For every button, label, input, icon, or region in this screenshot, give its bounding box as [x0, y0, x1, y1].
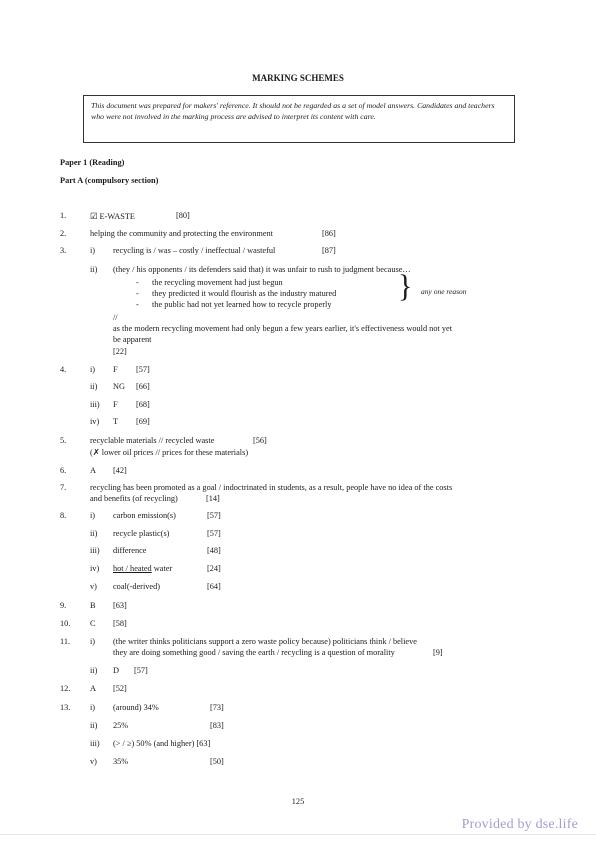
q5-ref: [56] [253, 436, 267, 445]
q8-label: ii) [90, 529, 98, 538]
q8-answer-rest: water [151, 564, 173, 573]
q8-label: iv) [90, 564, 100, 573]
q13-label: i) [90, 703, 96, 712]
paper-heading: Paper 1 (Reading) [60, 158, 125, 167]
q4-answer: T [113, 417, 119, 426]
q8-label: iii) [90, 546, 100, 555]
q10-ref: [58] [113, 619, 127, 628]
q13-label: iii) [90, 739, 100, 748]
q8-label: v) [90, 582, 97, 591]
q4-answer: NG [113, 382, 125, 391]
q8-ref: [57] [207, 511, 221, 520]
q11-i-answer: (the writer thinks politicians support a zero waste policy because) politicians think / believe [113, 637, 417, 646]
q11-ii-answer: D [113, 666, 119, 675]
q12-answer: A [90, 684, 96, 693]
q3-ii-dash: - [136, 278, 139, 287]
q8-ref: [48] [207, 546, 221, 555]
footer-watermark: Provided by dse.life [461, 817, 578, 832]
brace-icon: } [398, 269, 413, 304]
q1-ref: [80] [176, 211, 190, 220]
q7-number: 7. [60, 483, 67, 492]
q13-number: 13. [60, 703, 71, 712]
q3-ii-or: // [113, 313, 118, 322]
q8-answer-underlined: hot / heated [113, 564, 152, 573]
q2-answer: helping the community and protecting the environment [90, 229, 273, 238]
q1-answer: ☑ E-WASTE [90, 212, 135, 221]
page-number: 125 [291, 797, 305, 806]
q2-ref: [86] [322, 229, 336, 238]
disclaimer-box: This document was prepared for makers' reference. It should not be regarded as a set of model answers. Candidates and teachers who were not involved in the marking process are advised to interpret its content with care. [83, 95, 515, 143]
q4-label: i) [90, 365, 96, 374]
q3-ii-reason: the recycling movement had just begun [152, 278, 283, 287]
q8-label: i) [90, 511, 96, 520]
q8-ref: [24] [207, 564, 221, 573]
q11-ii-ref: [57] [134, 666, 148, 675]
q4-label: ii) [90, 382, 98, 391]
q8-number: 8. [60, 511, 67, 520]
q5-answer: recyclable materials // recycled waste [90, 436, 215, 445]
q13-ref: [50] [210, 757, 224, 766]
q12-number: 12. [60, 684, 71, 693]
q13-label: v) [90, 757, 97, 766]
q3-number: 3. [60, 246, 67, 255]
q13-label: ii) [90, 721, 98, 730]
q13-answer: (> / ≥) 50% (and higher) [63] [113, 739, 211, 748]
q11-ii-label: ii) [90, 666, 98, 675]
q3-ii-reason: they predicted it would flourish as the industry matured [152, 289, 337, 298]
any-reason-note: any one reason [421, 287, 467, 296]
q1-number: 1. [60, 211, 67, 220]
q3-i-ref: [87] [322, 246, 336, 255]
q4-answer: F [113, 365, 118, 374]
q4-ref: [69] [136, 417, 150, 426]
q7-ref: [14] [206, 494, 220, 503]
q8-ref: [64] [207, 582, 221, 591]
q3-i-answer: recycling is / was – costly / ineffectual / wasteful [113, 246, 276, 255]
q3-ii-ref: [22] [113, 347, 127, 356]
q10-answer: C [90, 619, 96, 628]
q6-answer: A [90, 466, 96, 475]
q4-label: iii) [90, 400, 100, 409]
q5-number: 5. [60, 436, 67, 445]
q7-answer: recycling has been promoted as a goal / indoctrinated in students, as a result, people have no idea of the costs [90, 483, 453, 492]
q4-label: iv) [90, 417, 100, 426]
q4-ref: [57] [136, 365, 150, 374]
q3-ii-reason: the public had not yet learned how to recycle properly [152, 300, 332, 309]
q3-ii-answer: (they / his opponents / its defenders said that) it was unfair to rush to judgment because… [113, 265, 411, 274]
q5-note: (✗ lower oil prices // prices for these materials) [90, 448, 249, 457]
q9-ref: [63] [113, 601, 127, 610]
q3-ii-alt: be apparent [113, 335, 152, 344]
q4-ref: [66] [136, 382, 150, 391]
q13-ref: [73] [210, 703, 224, 712]
q13-answer: 25% [113, 721, 129, 730]
q13-answer: 35% [113, 757, 129, 766]
q8-answer [113, 564, 172, 573]
q8-answer: coal(-derived) [113, 582, 160, 591]
q11-number: 11. [60, 637, 71, 646]
q8-answer: recycle plastic(s) [113, 529, 170, 538]
q4-ref: [68] [136, 400, 150, 409]
q13-ref: [83] [210, 721, 224, 730]
q6-number: 6. [60, 466, 67, 475]
q11-i-ref: [9] [433, 648, 443, 657]
q9-number: 9. [60, 601, 67, 610]
q11-i-answer: they are doing something good / saving the earth / recycling is a question of morality [113, 648, 395, 657]
q9-answer: B [90, 601, 96, 610]
q10-number: 10. [60, 619, 71, 628]
q8-answer: difference [113, 546, 147, 555]
q13-answer: (around) 34% [113, 703, 159, 712]
q3-ii-dash: - [136, 300, 139, 309]
q8-answer: carbon emission(s) [113, 511, 176, 520]
part-heading: Part A (compulsory section) [60, 176, 159, 185]
q4-number: 4. [60, 365, 67, 374]
q3-i-label: i) [90, 246, 96, 255]
page-title: MARKING SCHEMES [252, 73, 344, 83]
q3-ii-dash: - [136, 289, 139, 298]
q2-number: 2. [60, 229, 67, 238]
q7-answer: and benefits (of recycling) [90, 494, 178, 503]
footer-divider [0, 834, 596, 835]
q3-ii-alt: as the modern recycling movement had only begun a few years earlier, it's effectiveness would not yet [113, 324, 452, 333]
q4-answer: F [113, 400, 118, 409]
q8-ref: [57] [207, 529, 221, 538]
q12-ref: [52] [113, 684, 127, 693]
q6-ref: [42] [113, 466, 127, 475]
q3-ii-label: ii) [90, 265, 98, 274]
q11-i-label: i) [90, 637, 96, 646]
